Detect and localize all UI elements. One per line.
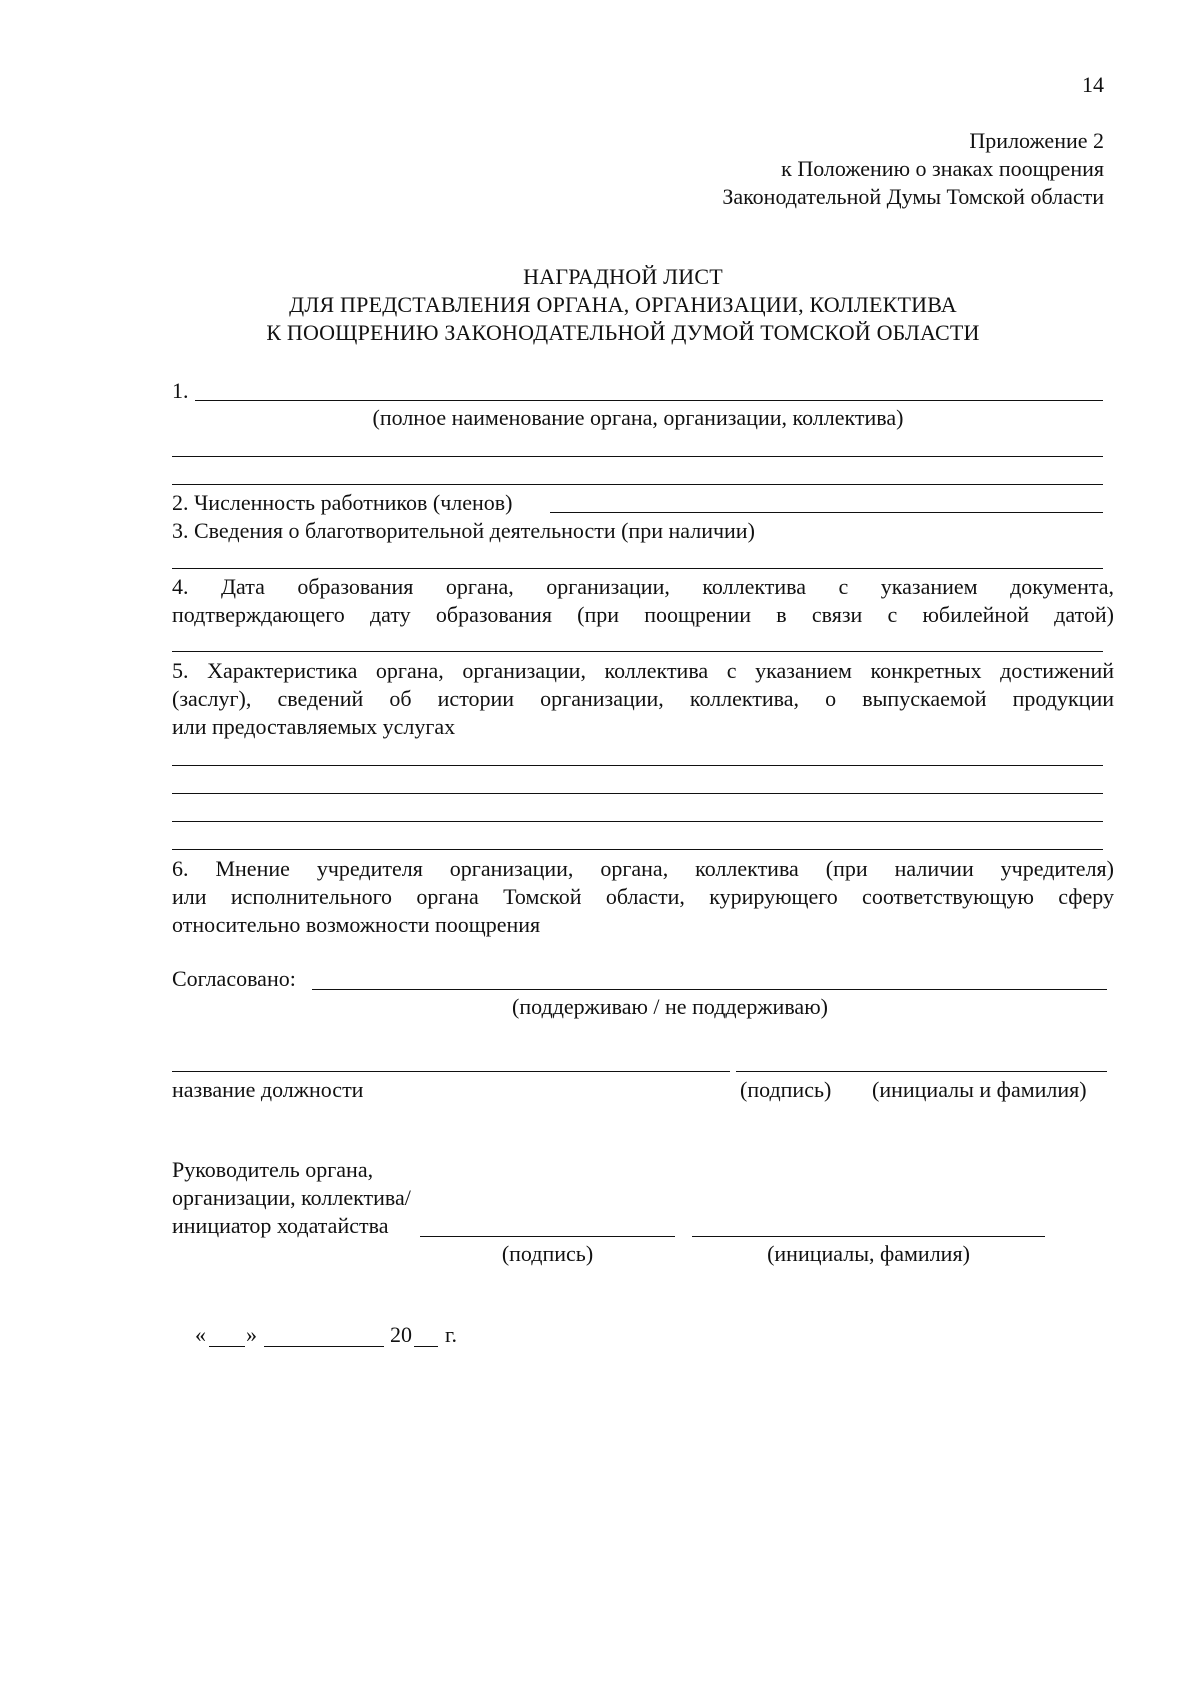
head-label-line-1: Руководитель органа, bbox=[172, 1157, 374, 1182]
characteristics-text-line-2: (заслуг), сведений об истории организации, коллектива, о выпускаемой продукции bbox=[172, 686, 1114, 711]
organization-name-field-line-2[interactable] bbox=[172, 456, 1103, 457]
signature-caption: (подпись) bbox=[740, 1077, 832, 1102]
appendix-line-2: к Положению о знаках поощрения bbox=[781, 156, 1104, 181]
agreed-caption: (поддерживаю / не поддерживаю) bbox=[512, 994, 828, 1019]
page-number: 14 bbox=[1082, 72, 1104, 97]
characteristics-field-line-2[interactable] bbox=[172, 793, 1103, 794]
head-initials-caption: (инициалы, фамилия) bbox=[767, 1241, 970, 1266]
characteristics-field-line-4[interactable] bbox=[172, 849, 1103, 850]
employees-count-field[interactable] bbox=[550, 512, 1103, 513]
date-close-quote: » bbox=[246, 1322, 257, 1347]
document-title-line-2: ДЛЯ ПРЕДСТАВЛЕНИЯ ОРГАНА, ОРГАНИЗАЦИИ, КОЛЛЕКТИВА bbox=[289, 292, 957, 317]
section-1-number: 1. bbox=[172, 378, 189, 403]
characteristics-field-line-3[interactable] bbox=[172, 821, 1103, 822]
founder-opinion-text-line-2: или исполнительного органа Томской области, курирующего соответствующую сферу bbox=[172, 884, 1114, 909]
document-title-line-3: К ПООЩРЕНИЮ ЗАКОНОДАТЕЛЬНОЙ ДУМОЙ ТОМСКОЙ ОБЛАСТИ bbox=[266, 320, 980, 345]
head-signature-caption: (подпись) bbox=[501, 1241, 594, 1266]
head-label-line-3: инициатор ходатайства bbox=[172, 1213, 389, 1238]
date-year-prefix: 20 bbox=[390, 1322, 412, 1347]
employees-count-label: 2. Численность работников (членов) bbox=[172, 490, 513, 515]
position-caption: название должности bbox=[172, 1077, 364, 1102]
characteristics-text-line-1: 5. Характеристика органа, организации, коллектива с указанием конкретных достижений bbox=[172, 658, 1114, 683]
head-label-line-2: организации, коллектива/ bbox=[172, 1185, 411, 1210]
initials-surname-caption: (инициалы и фамилия) bbox=[872, 1077, 1087, 1102]
founder-opinion-text-line-3: относительно возможности поощрения bbox=[172, 912, 541, 937]
agreed-label: Согласовано: bbox=[172, 966, 296, 991]
head-initials-field[interactable] bbox=[692, 1236, 1045, 1237]
founder-opinion-text-line-1: 6. Мнение учредителя организации, органа, коллектива (при наличии учредителя) bbox=[172, 856, 1114, 881]
founding-date-field[interactable] bbox=[172, 651, 1103, 652]
position-field[interactable] bbox=[172, 1071, 730, 1072]
organization-name-caption: (полное наименование органа, организации, коллектива) bbox=[372, 405, 904, 430]
characteristics-text-line-3: или предоставляемых услугах bbox=[172, 714, 456, 739]
appendix-line-1: Приложение 2 bbox=[969, 128, 1104, 153]
charity-info-label: 3. Сведения о благотворительной деятельности (при наличии) bbox=[172, 518, 755, 543]
characteristics-field-line-1[interactable] bbox=[172, 765, 1103, 766]
head-signature-field[interactable] bbox=[420, 1236, 675, 1237]
signature-initials-field[interactable] bbox=[736, 1071, 1107, 1072]
founding-date-text-line-2: подтверждающего дату образования (при поощрении в связи с юбилейной датой) bbox=[172, 602, 1114, 627]
organization-name-field-line-3[interactable] bbox=[172, 484, 1103, 485]
charity-info-field[interactable] bbox=[172, 568, 1103, 569]
appendix-line-3: Законодательной Думы Томской области bbox=[722, 184, 1104, 209]
date-day-field[interactable] bbox=[209, 1346, 245, 1347]
agreed-field[interactable] bbox=[312, 989, 1107, 990]
organization-name-field[interactable] bbox=[195, 400, 1103, 401]
date-month-field[interactable] bbox=[264, 1346, 384, 1347]
date-year-field[interactable] bbox=[414, 1346, 438, 1347]
founding-date-text-line-1: 4. Дата образования органа, организации, коллектива с указанием документа, bbox=[172, 574, 1114, 599]
document-title-line-1: НАГРАДНОЙ ЛИСТ bbox=[523, 264, 723, 289]
date-year-suffix: г. bbox=[445, 1322, 458, 1347]
date-open-quote: « bbox=[195, 1322, 206, 1347]
